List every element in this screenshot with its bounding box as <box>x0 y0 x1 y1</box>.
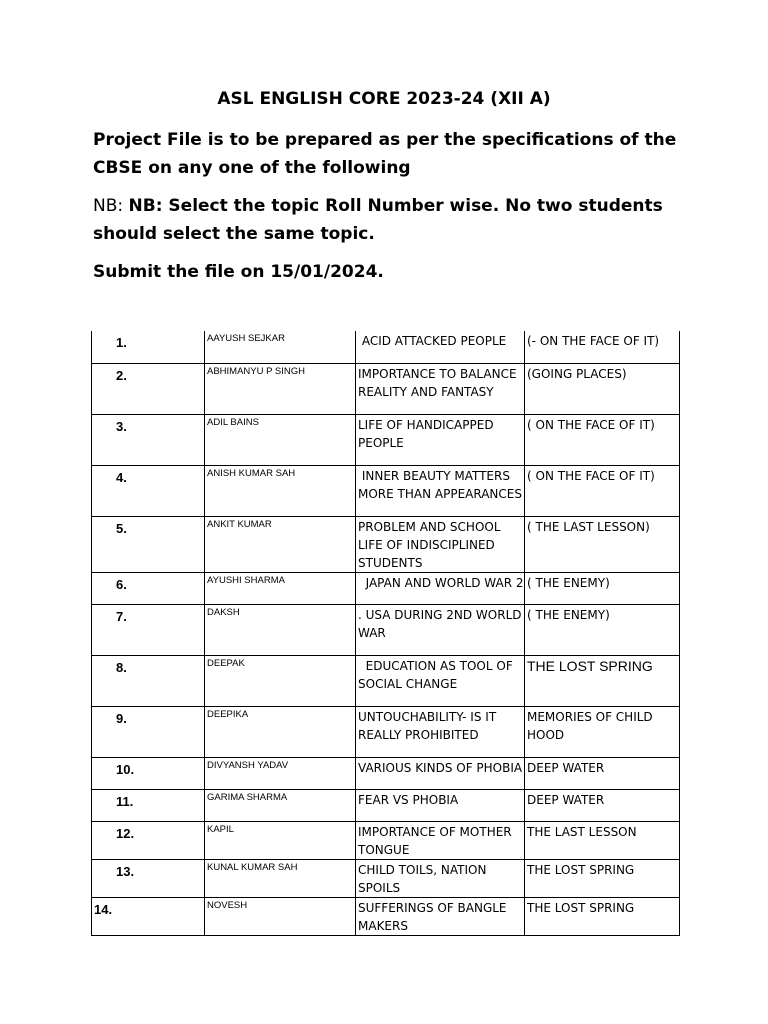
student-name-cell: KAPIL <box>205 821 356 859</box>
table-row <box>92 859 680 897</box>
project-topic-cell: CHILD TOILS, NATION SPOILS <box>356 859 525 897</box>
project-topic-cell: PROBLEM AND SCHOOL LIFE OF INDISCIPLINED STUDENTS <box>356 516 525 572</box>
project-topic-cell: LIFE OF HANDICAPPED PEOPLE <box>356 414 525 465</box>
roll-number: 6. <box>116 576 127 592</box>
student-name-cell: DIVYANSH YADAV <box>205 757 356 789</box>
student-name-cell: AAYUSH SEJKAR <box>205 331 356 363</box>
project-topic-cell: SUFFERINGS OF BANGLE MAKERS <box>356 897 525 935</box>
roll-number-cell <box>92 414 205 465</box>
student-name-cell: AYUSHI SHARMA <box>205 572 356 604</box>
student-name-cell: ADIL BAINS <box>205 414 356 465</box>
project-topic-cell: VARIOUS KINDS OF PHOBIA <box>356 757 525 789</box>
table-row <box>92 655 680 706</box>
chapter-cell: DEEP WATER <box>525 789 680 821</box>
note-paragraph <box>93 192 693 248</box>
roll-number-cell <box>92 821 205 859</box>
intro-paragraph: Project File is to be prepared as per the specifications of the CBSE on any one of the following <box>93 130 677 178</box>
roll-number: 12. <box>116 825 135 841</box>
chapter-cell: ( THE LAST LESSON) <box>525 516 680 572</box>
student-name-cell: KUNAL KUMAR SAH <box>205 859 356 897</box>
note-prefix: NB: <box>93 196 129 216</box>
roll-number: 11. <box>116 793 134 809</box>
student-name-cell: ANKIT KUMAR <box>205 516 356 572</box>
roll-number: 5. <box>116 520 127 536</box>
project-topic-cell: FEAR VS PHOBIA <box>356 789 525 821</box>
roll-number: 7. <box>116 608 127 624</box>
chapter-cell: MEMORIES OF CHILD HOOD <box>525 706 680 757</box>
project-topic-cell: ACID ATTACKED PEOPLE <box>356 331 525 363</box>
project-topic-cell: EDUCATION AS TOOL OF SOCIAL CHANGE <box>356 655 525 706</box>
table-row <box>92 789 680 821</box>
roll-number-cell <box>92 363 205 414</box>
roll-number: 13. <box>116 863 135 879</box>
chapter-cell: ( THE ENEMY) <box>525 572 680 604</box>
roll-number-cell <box>92 572 205 604</box>
table-row <box>92 465 680 516</box>
table-row <box>92 331 680 363</box>
table-row <box>92 414 680 465</box>
roll-number: 1. <box>116 335 127 350</box>
roll-number-cell <box>92 516 205 572</box>
student-name-cell: ABHIMANYU P SINGH <box>205 363 356 414</box>
roll-number-cell <box>92 757 205 789</box>
roll-number-cell <box>92 655 205 706</box>
chapter-cell: DEEP WATER <box>525 757 680 789</box>
roll-number: 10. <box>116 761 135 777</box>
roll-number-cell <box>92 859 205 897</box>
roll-number-cell <box>92 604 205 655</box>
topics-table <box>91 331 680 936</box>
roll-number-cell <box>92 331 205 363</box>
table-row <box>92 706 680 757</box>
roll-number-cell <box>92 465 205 516</box>
roll-number: 4. <box>116 469 127 485</box>
chapter-cell: ( THE ENEMY) <box>525 604 680 655</box>
student-name-cell: DAKSH <box>205 604 356 655</box>
roll-number-cell <box>92 706 205 757</box>
document-title: ASL ENGLISH CORE 2023-24 (XII A) <box>217 89 551 109</box>
chapter-cell: ( ON THE FACE OF IT) <box>525 465 680 516</box>
chapter-cell: (- ON THE FACE OF IT) <box>525 331 680 363</box>
chapter-cell: ( ON THE FACE OF IT) <box>525 414 680 465</box>
roll-number-cell <box>92 789 205 821</box>
table-row <box>92 516 680 572</box>
project-topic-cell: UNTOUCHABILITY- IS IT REALLY PROHIBITED <box>356 706 525 757</box>
table-row <box>92 757 680 789</box>
roll-number: 2. <box>116 367 127 383</box>
table-row <box>92 897 680 935</box>
chapter-cell: THE LOST SPRING <box>525 859 680 897</box>
roll-number: 9. <box>116 710 127 726</box>
note-text: NB: Select the topic Roll Number wise. No two students should select the same topic. <box>93 196 663 244</box>
student-name-cell: ANISH KUMAR SAH <box>205 465 356 516</box>
project-topic-cell: . USA DURING 2ND WORLD WAR <box>356 604 525 655</box>
table-row <box>92 572 680 604</box>
student-name-cell: DEEPAK <box>205 655 356 706</box>
chapter-cell: THE LOST SPRING <box>525 897 680 935</box>
project-topic-cell: IMPORTANCE OF MOTHER TONGUE <box>356 821 525 859</box>
roll-number: 14. <box>94 901 113 917</box>
project-topic-cell: IMPORTANCE TO BALANCE REALITY AND FANTASY <box>356 363 525 414</box>
table-row <box>92 604 680 655</box>
project-topic-cell: JAPAN AND WORLD WAR 2 <box>356 572 525 604</box>
roll-number: 3. <box>116 418 127 434</box>
chapter-cell: THE LOST SPRING <box>525 655 680 706</box>
roll-number-cell <box>92 897 205 935</box>
project-topic-cell: INNER BEAUTY MATTERS MORE THAN APPEARANCES <box>356 465 525 516</box>
student-name-cell: NOVESH <box>205 897 356 935</box>
table-row <box>92 363 680 414</box>
chapter-cell: (GOING PLACES) <box>525 363 680 414</box>
table-row <box>92 821 680 859</box>
chapter-cell: THE LAST LESSON <box>525 821 680 859</box>
student-name-cell: DEEPIKA <box>205 706 356 757</box>
submit-paragraph: Submit the file on 15/01/2024. <box>93 262 384 282</box>
roll-number: 8. <box>116 659 127 675</box>
student-name-cell: GARIMA SHARMA <box>205 789 356 821</box>
